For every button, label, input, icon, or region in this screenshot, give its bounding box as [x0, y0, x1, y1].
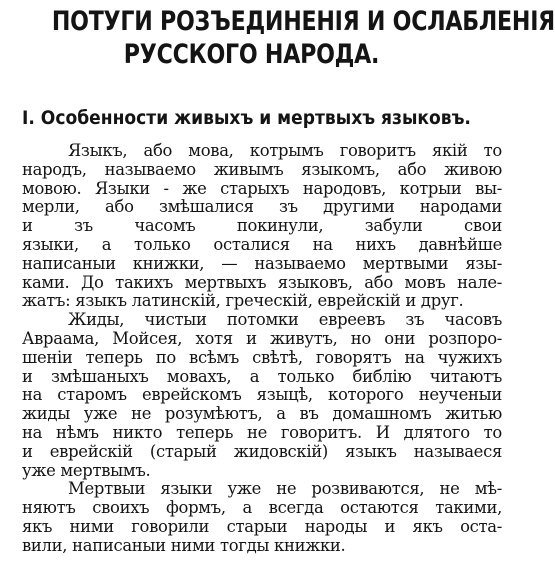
- text-line: якъ ними говорили старыи народы и якъ оста-: [22, 516, 502, 536]
- text-line: Языкъ, або мова, котрымъ говоритъ якій то: [68, 141, 502, 160]
- title-line-1: ПОТУГИ РОЗЪЕДИНЕНІЯ И ОСЛАБЛЕНІЯ: [51, 6, 555, 37]
- body-text: [22, 142, 502, 556]
- text-line: Авраама, Мойсея, хотя и живутъ, но они розпоро-: [22, 328, 502, 348]
- title-line-2: РУССКОГО НАРОДА.: [123, 39, 380, 70]
- text-line: на нѣмъ никто теперь не говоритъ. И длятого то: [22, 422, 502, 442]
- text-line: мерли, або змѣшалися зъ другими народами: [22, 197, 502, 217]
- text-line: Мертвыи языки уже не розвиваются, не мѣ-: [68, 479, 502, 499]
- paragraph-2: [22, 311, 502, 480]
- text-line: Жиды, чистыи потомки евреевъ зъ часовъ: [68, 310, 502, 330]
- text-line: жатъ: языкъ латинскій, греческій, еврейскій и друг.: [22, 291, 464, 311]
- text-line: и зъ часомъ покинули, забули свои: [22, 216, 502, 236]
- text-line: жиды уже не розумѣютъ, а въ домашномъ житью: [22, 404, 502, 424]
- text-line: вили, написаныи ними тогды книжки.: [22, 535, 346, 555]
- paragraph-1: [22, 142, 502, 311]
- page-title: [51, 0, 555, 71]
- text-line: народъ, называемо живымъ языкомъ, або живою: [22, 159, 502, 179]
- text-line: на старомъ еврейскомъ языцѣ, которого неученыи: [22, 385, 502, 405]
- text-line: уже мертвымъ.: [22, 460, 151, 480]
- text-line: и змѣшаныхъ мовахъ, а только библію читаютъ: [22, 366, 502, 386]
- text-line: написаныи книжки, — называемо мертвыми язы-: [22, 253, 502, 273]
- text-line: языки, а только осталися на нихъ давнѣйше: [22, 234, 502, 254]
- section-heading: I. Особенности живыхъ и мертвыхъ языковъ.: [22, 107, 471, 129]
- text-line: и еврейскій (старый жидовскій) языкъ называеся: [22, 441, 502, 461]
- text-line: шеніи теперь по всѣмъ свѣтѣ, говорятъ на чужихъ: [22, 347, 502, 367]
- text-line: мовою. Языки - же старыхъ народовъ, котрыи вы-: [22, 178, 502, 198]
- text-line: ками. До такихъ мертвыхъ языковъ, або мовъ нале-: [22, 272, 502, 292]
- paragraph-3: [22, 480, 502, 555]
- text-line: няютъ своихъ формъ, а всегда остаются такими,: [22, 498, 502, 518]
